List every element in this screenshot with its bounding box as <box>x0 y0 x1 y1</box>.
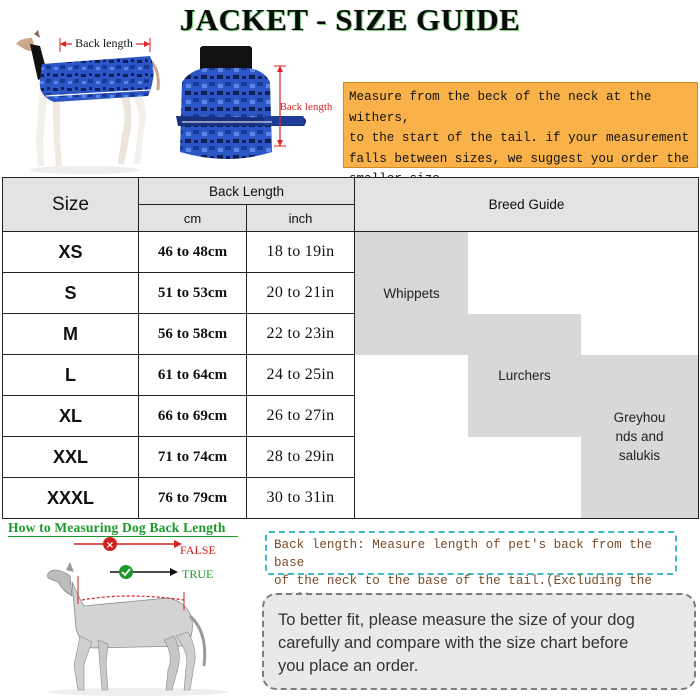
fit-note-line: carefully and compare with the size chart before <box>278 634 629 652</box>
jacket-back-length-label: Back length <box>279 101 333 113</box>
size-cell: XS <box>3 232 139 273</box>
inch-cell: 24 to 25in <box>247 355 355 396</box>
greyhounds-label-line: salukis <box>618 448 661 463</box>
svg-text:×: × <box>105 540 115 551</box>
fit-note-line: you place an order. <box>278 657 419 675</box>
greyhounds-label-line: Greyhou <box>613 410 666 425</box>
size-cell: S <box>3 273 139 314</box>
header-size: Size <box>3 178 139 232</box>
inch-cell: 30 to 31in <box>247 478 355 519</box>
header-breed-guide: Breed Guide <box>355 178 699 232</box>
size-cell: M <box>3 314 139 355</box>
howto-title: How to Measuring Dog Back Length <box>8 520 226 535</box>
header-inch: inch <box>247 205 355 232</box>
measurement-note <box>343 82 698 168</box>
dog-back-length-label: Back length <box>75 36 133 50</box>
cm-cell: 56 to 58cm <box>139 314 247 355</box>
measurement-note-line: falls between sizes, we suggest you order the <box>349 151 690 166</box>
fit-note-line: To better fit, please measure the size of your dog <box>278 611 635 629</box>
breed-guide-area <box>355 232 698 518</box>
size-cell: XL <box>3 396 139 437</box>
inch-cell: 22 to 23in <box>247 314 355 355</box>
cm-cell: 51 to 53cm <box>139 273 247 314</box>
inch-cell: 28 to 29in <box>247 437 355 478</box>
page-title: JACKET - SIZE GUIDE <box>179 2 521 37</box>
inch-cell: 18 to 19in <box>247 232 355 273</box>
false-label: FALSE <box>180 543 216 557</box>
whippets-label: Whippets <box>383 286 440 301</box>
cm-cell: 66 to 69cm <box>139 396 247 437</box>
size-cell: L <box>3 355 139 396</box>
header-back-length: Back Length <box>139 178 355 205</box>
size-chart-table <box>2 177 699 519</box>
dog-wearing-jacket-image <box>10 30 165 175</box>
size-cell: XXXL <box>3 478 139 519</box>
table-row <box>3 232 699 273</box>
greyhounds-label-line: nds and <box>615 429 664 444</box>
back-length-note <box>265 531 677 588</box>
back-length-note-line: Back length: Measure length of pet's back from the base <box>274 538 652 570</box>
cm-cell: 71 to 74cm <box>139 437 247 478</box>
cm-cell: 61 to 64cm <box>139 355 247 396</box>
breed-guide-cell <box>355 232 699 519</box>
size-cell: XXL <box>3 437 139 478</box>
fit-note <box>262 593 696 690</box>
inch-cell: 20 to 21in <box>247 273 355 314</box>
greyhounds-label <box>581 408 698 465</box>
back-length-note-line: of the neck to the base of the tail.(Excluding the <box>274 574 652 588</box>
jacket-image <box>168 42 340 172</box>
true-label: TRUE <box>182 567 214 581</box>
lurchers-label: Lurchers <box>498 368 551 383</box>
inch-cell: 26 to 27in <box>247 396 355 437</box>
greyhound-measuring-image <box>18 536 258 698</box>
cm-cell: 76 to 79cm <box>139 478 247 519</box>
cm-cell: 46 to 48cm <box>139 232 247 273</box>
measurement-note-line: to the start of the tail. if your measurement <box>349 131 690 145</box>
measurement-note-line: Measure from the beck of the neck at the withers, <box>349 90 652 125</box>
header-cm: cm <box>139 205 247 232</box>
